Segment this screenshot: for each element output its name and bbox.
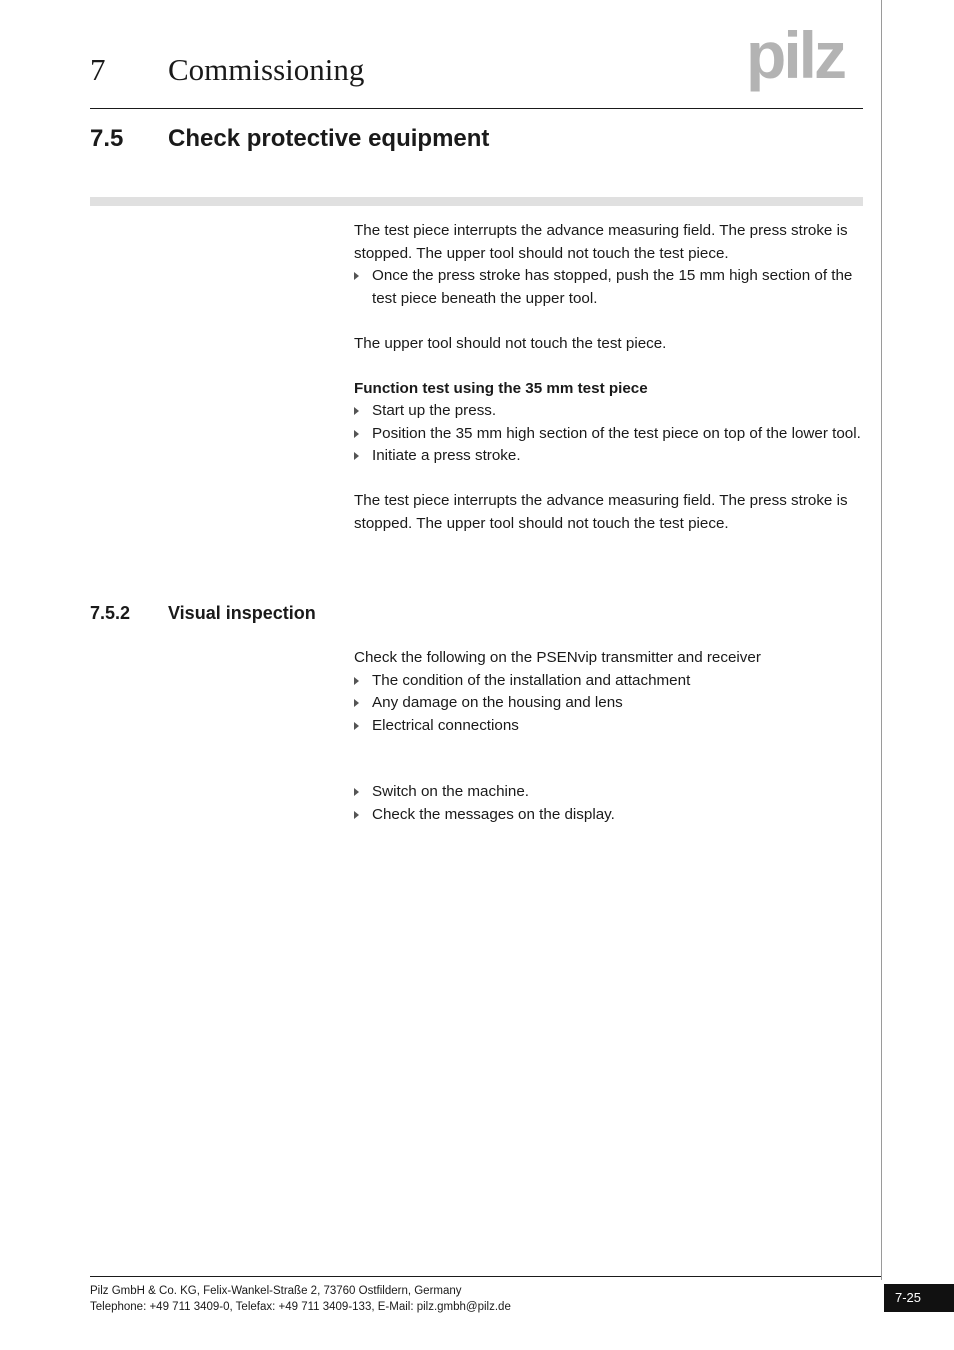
paragraph: Check the following on the PSENvip transmitter and receiver — [354, 649, 761, 666]
list-item: Check the messages on the display. — [354, 804, 864, 827]
section-number: 7.5 — [90, 125, 124, 152]
bullet-arrow-icon — [354, 430, 359, 438]
bullet-arrow-icon — [354, 722, 359, 730]
list-item: Position the 35 mm high section of the test piece on top of the lower tool. — [354, 423, 864, 446]
subsection-number: 7.5.2 — [90, 603, 131, 623]
paragraph: The upper tool should not touch the test piece. — [354, 334, 667, 352]
footer-contact: Telephone: +49 711 3409-0, Telefax: +49 711 3409-133, E-Mail: pilz.gmbh@pilz.de — [90, 1301, 511, 1313]
logo-text: pilz — [746, 26, 844, 92]
list-item: Start up the press. — [354, 400, 864, 423]
content-block-visual-inspection — [354, 647, 864, 826]
list-item: Initiate a press stroke. — [354, 445, 864, 468]
subheading: Function test using the 35 mm test piece — [354, 379, 648, 397]
section-divider-band — [90, 197, 863, 206]
list-item: Any damage on the housing and lens — [354, 692, 864, 715]
bullet-arrow-icon — [354, 677, 359, 685]
list-item: Once the press stroke has stopped, push the 15 mm high section of the test piece beneath the upper tool. — [354, 265, 864, 310]
list-item: Switch on the machine. — [354, 781, 864, 804]
paragraph: The test piece interrupts the advance measuring field. The press stroke is stopped. The upper tool should not touch the test piece. — [354, 492, 848, 532]
chapter-number: 7 — [90, 52, 106, 87]
chapter-title: Commissioning — [168, 52, 365, 87]
list-item: Electrical connections — [354, 715, 864, 738]
bullet-arrow-icon — [354, 272, 359, 280]
header-rule — [90, 108, 863, 109]
bullet-arrow-icon — [354, 788, 359, 796]
content-block-function-test — [354, 220, 864, 535]
right-margin-rule — [881, 0, 882, 1280]
bullet-arrow-icon — [354, 811, 359, 819]
bullet-arrow-icon — [354, 452, 359, 460]
pilz-logo — [746, 26, 866, 96]
footer-rule — [90, 1276, 881, 1277]
subsection-title: Visual inspection — [168, 603, 316, 623]
bullet-arrow-icon — [354, 699, 359, 707]
footer-address: Pilz GmbH & Co. KG, Felix-Wankel-Straße 2, 73760 Ostfildern, Germany — [90, 1285, 462, 1297]
paragraph: The test piece interrupts the advance measuring field. The press stroke is stopped. The upper tool should not touch the test piece. — [354, 222, 848, 262]
bullet-arrow-icon — [354, 407, 359, 415]
list-item: The condition of the installation and attachment — [354, 670, 864, 693]
page-number: 7-25 — [884, 1284, 954, 1312]
section-title: Check protective equipment — [168, 125, 490, 152]
footer — [90, 1283, 511, 1315]
